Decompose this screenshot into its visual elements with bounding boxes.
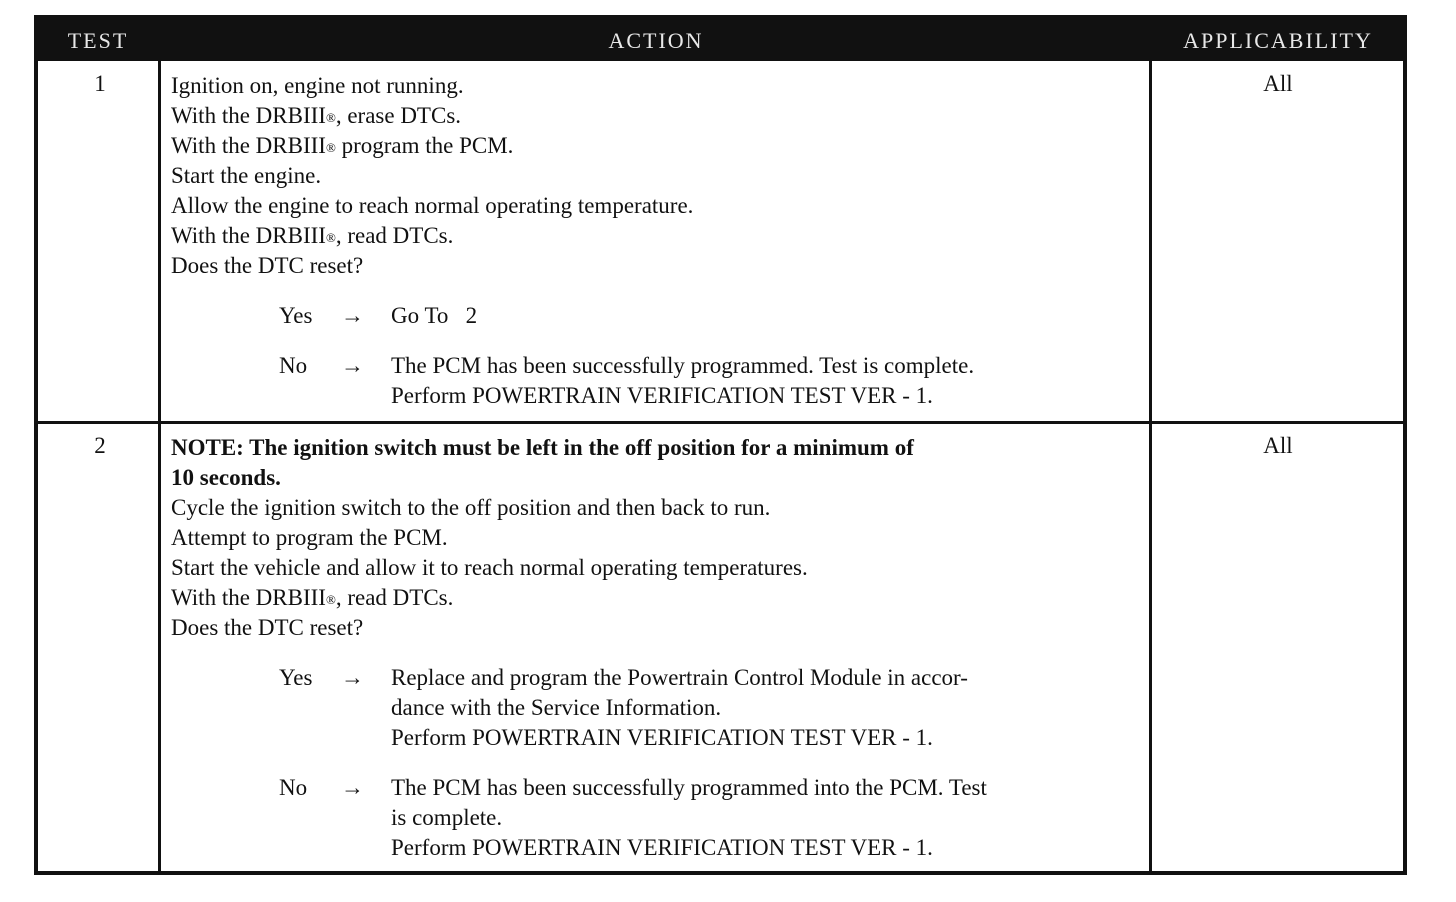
- yes-text: Go To 2: [391, 303, 478, 328]
- arrow-icon: →: [341, 353, 364, 378]
- yes-label: Yes: [279, 303, 313, 328]
- action-step: Start the engine.: [171, 163, 322, 188]
- header-applicability: APPLICABILITY: [1183, 28, 1373, 53]
- action-step: With the DRBIII®, read DTCs.: [171, 585, 454, 610]
- no-text: Perform POWERTRAIN VERIFICATION TEST VER - 1.: [391, 383, 933, 408]
- test-table: [34, 15, 1407, 875]
- arrow-icon: →: [341, 665, 364, 690]
- action-step: Ignition on, engine not running.: [171, 73, 464, 98]
- action-step: With the DRBIII®, erase DTCs.: [171, 103, 462, 128]
- action-step: Does the DTC reset?: [171, 253, 364, 278]
- test-number: 2: [94, 433, 106, 458]
- yes-label: Yes: [279, 665, 313, 690]
- action-step: Start the vehicle and allow it to reach normal operating temperatures.: [171, 555, 808, 580]
- row-divider: [38, 421, 1403, 424]
- yes-result: [171, 663, 1151, 753]
- action-step: With the DRBIII® program the PCM.: [171, 133, 514, 158]
- header-action: ACTION: [608, 28, 704, 53]
- applicability-value: All: [1263, 71, 1293, 96]
- yes-result: [171, 301, 1151, 331]
- action-step: Allow the engine to reach normal operating temperature.: [171, 193, 694, 218]
- no-result: [171, 351, 1151, 411]
- no-result: [171, 773, 1151, 863]
- action-step: Does the DTC reset?: [171, 615, 364, 640]
- test-number: 1: [94, 71, 106, 96]
- action-step: Attempt to program the PCM.: [171, 525, 448, 550]
- note-text: NOTE: The ignition switch must be left in the off position for a minimum of: [171, 435, 914, 460]
- no-text: The PCM has been successfully programmed into the PCM. Test: [391, 775, 987, 800]
- arrow-icon: →: [341, 303, 364, 328]
- yes-text: Perform POWERTRAIN VERIFICATION TEST VER - 1.: [391, 725, 933, 750]
- yes-text: dance with the Service Information.: [391, 695, 722, 720]
- action-cell: [171, 71, 1151, 411]
- arrow-icon: →: [341, 775, 364, 800]
- no-text: The PCM has been successfully programmed. Test is complete.: [391, 353, 975, 378]
- no-label: No: [279, 775, 308, 800]
- yes-text: Replace and program the Powertrain Control Module in accor-: [391, 665, 968, 690]
- table-header: [38, 19, 1403, 61]
- action-step: Cycle the ignition switch to the off position and then back to run.: [171, 495, 771, 520]
- header-test: TEST: [67, 28, 129, 53]
- action-step: With the DRBIII®, read DTCs.: [171, 223, 454, 248]
- note-text: 10 seconds.: [171, 465, 281, 490]
- applicability-value: All: [1263, 433, 1293, 458]
- action-cell: [171, 433, 1151, 863]
- no-text: is complete.: [391, 805, 503, 830]
- no-text: Perform POWERTRAIN VERIFICATION TEST VER - 1.: [391, 835, 933, 860]
- no-label: No: [279, 353, 308, 378]
